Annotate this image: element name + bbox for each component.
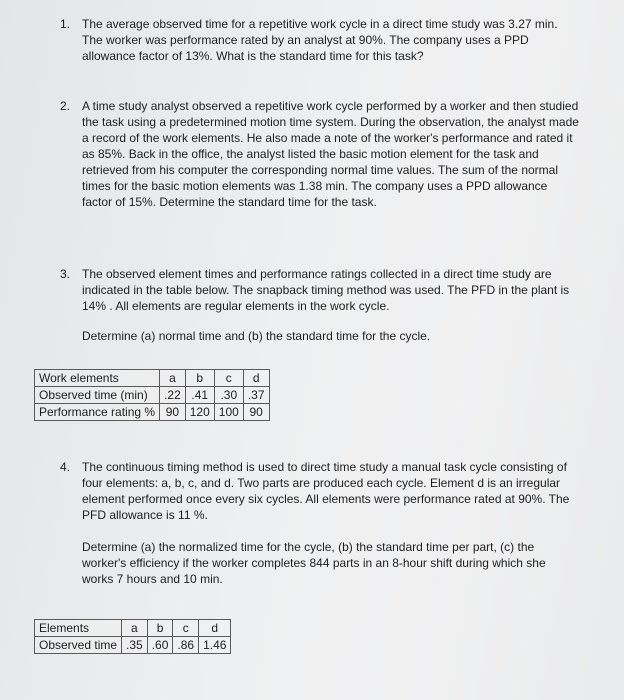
table-cell: Observed time (min) [35,387,160,404]
question-3-text: The observed element times and performance ratings collected in a direct time study are indicated in the table below. The snapback timing method was used. The PFD in the plant is 14% . All elements are regular elements in the work cycle. [82,267,570,313]
table-cell: .22 [160,387,186,404]
table-cell: 100 [214,404,243,421]
table-cell: .30 [214,387,243,404]
table-cell: Performance rating % [35,404,160,421]
table-cell: .35 [122,637,148,654]
question-1-text: The average observed time for a repetitive work cycle in a direct time study was 3.27 min. The worker was performance rated by an analyst at 90%. The company uses a PPD allowance factor of 13%. What is the standard time for this task? [82,17,558,63]
table-header-cell: b [147,620,173,637]
table-header-cell: Work elements [35,370,160,387]
table-header-cell: c [214,370,243,387]
question-4-prompt: Determine (a) the normalized time for the cycle, (b) the standard time per part, (c) the worker's efficiency if the worker completes 844 parts in an 8-hour shift during which she works 7 hours and 10 min. [82,540,546,586]
table-header-cell: Elements [35,620,122,637]
element-times-table [34,369,270,421]
table-row [35,370,270,387]
table-cell: Observed time [35,637,122,654]
table-header-cell: c [173,620,199,637]
table-row [35,620,231,637]
table-header-cell: b [185,370,214,387]
question-3-prompt: Determine (a) normal time and (b) the standard time for the cycle. [82,329,431,343]
table-header-cell: a [122,620,148,637]
question-1 [60,16,580,64]
question-3 [60,266,580,344]
table-header-cell: d [199,620,231,637]
question-4-number: 4. [60,460,71,474]
question-2-number: 2. [60,99,71,113]
table-cell: .41 [185,387,214,404]
table-cell: .60 [147,637,173,654]
question-2 [60,98,580,210]
table-row [35,637,231,654]
question-4 [60,459,580,587]
table-cell: 120 [185,404,214,421]
table-cell: .37 [243,387,269,404]
question-2-text: A time study analyst observed a repetitive work cycle performed by a worker and then studied the task using a predetermined motion time system. During the observation, the analyst made a record of the work elements. He also made a note of the worker's performance and rated it as 85%. Back in the office, the analyst listed the basic motion element for the task and retrieved from his computer the corresponding normal time values. The sum of the normal times for the basic motion elements was 1.38 min. The company uses a PPD allowance factor of 15%. Determine the standard time for the task. [82,99,579,209]
table-cell: 90 [160,404,186,421]
question-4-text: The continuous timing method is used to direct time study a manual task cycle consisting of four elements: a, b, c, and d. Two parts are produced each cycle. Element d is an irregular element performed once every six cycles. All elements were performance rated at 90%. The PFD allowance is 11 %. [82,460,570,522]
table-header-cell: a [160,370,186,387]
question-3-number: 3. [60,267,71,281]
table-header-cell: d [243,370,269,387]
table-cell: .86 [173,637,199,654]
table-cell: 1.46 [199,637,231,654]
table-cell: 90 [243,404,269,421]
question-1-number: 1. [60,17,71,31]
observed-times-table [34,619,231,654]
table-row [35,387,270,404]
table-row [35,404,270,421]
